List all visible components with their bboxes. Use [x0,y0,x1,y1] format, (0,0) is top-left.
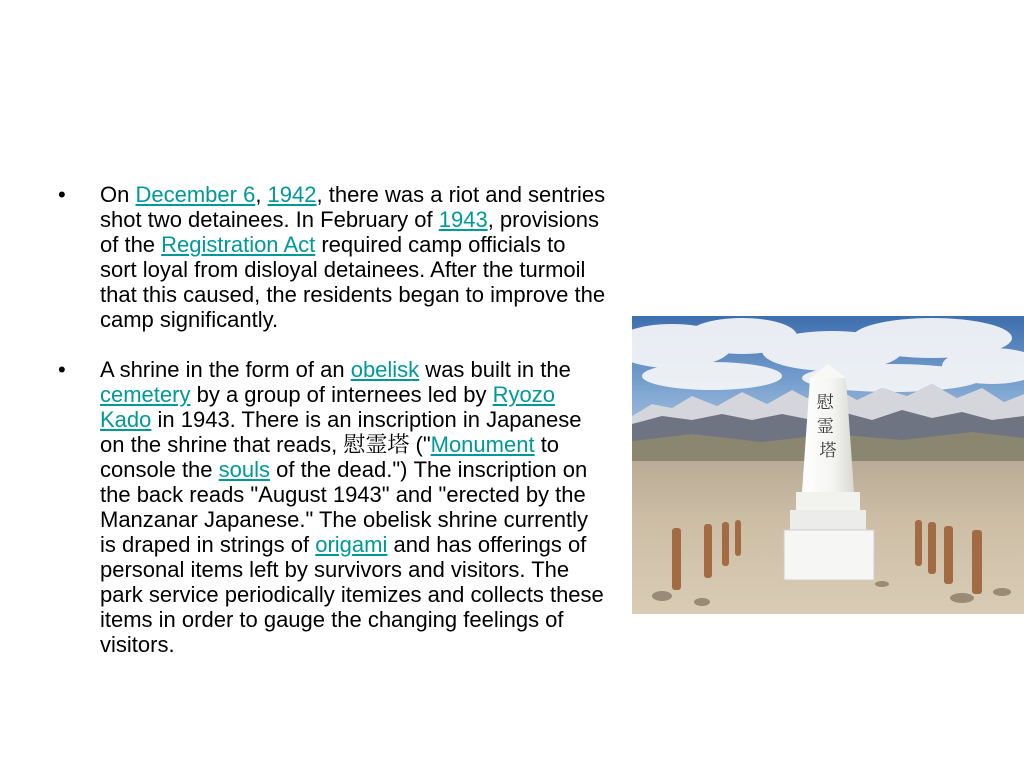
text-segment: to console the [100,432,560,482]
text-segment: , [255,182,268,207]
bullet-text [100,182,605,332]
link-december-6[interactable]: December 6 [135,182,256,207]
link-1943[interactable]: 1943 [438,207,488,232]
link-registration-act[interactable]: Registration Act [161,232,316,257]
link-1942[interactable]: 1942 [267,182,317,207]
text-segment: On [100,182,136,207]
text-segment: required camp officials to sort loyal from disloyal detainees. After the turmoil that this caused, the residents began to improve the camp significantly. [100,232,606,332]
link-monument[interactable]: Monument [430,432,535,457]
obelisk-inscription: 慰 霊 塔 [816,393,837,461]
link-cemetery[interactable]: cemetery [100,382,191,407]
photo-illustration [632,316,1024,614]
text-segment: was built in the [419,357,571,382]
link-obelisk[interactable]: obelisk [350,357,420,382]
text-segment: by a group of internees led by [190,382,493,407]
manzanar-obelisk-photo [632,316,1024,614]
bullet-marker: • [58,357,66,382]
bullet-item-riot [58,182,606,332]
text-segment: , there was a riot and sentries shot two detainees. In February of [100,182,606,232]
link-origami[interactable]: origami [315,532,388,557]
link-ryozo-kado[interactable]: Ryozo Kado [100,382,555,432]
bullet-text [100,357,604,657]
bullet-list [58,182,606,682]
link-souls[interactable]: souls [218,457,270,482]
bullet-item-shrine [58,357,606,657]
text-segment: in 1943. There is an inscription in Japanese on the shrine that reads, 慰霊塔 (" [100,407,582,457]
text-segment: of the dead.") The inscription on the back reads "August 1943" and "erected by the Manzanar Japanese." The obelisk shrine currently is draped in strings of [100,457,588,557]
text-segment: A shrine in the form of an [100,357,351,382]
bullet-marker: • [58,182,66,207]
text-segment: , provisions of the [100,207,599,257]
text-segment: and has offerings of personal items left by survivors and visitors. The park service periodically itemizes and collects these items in order to gauge the changing feelings of visitors. [100,532,604,657]
